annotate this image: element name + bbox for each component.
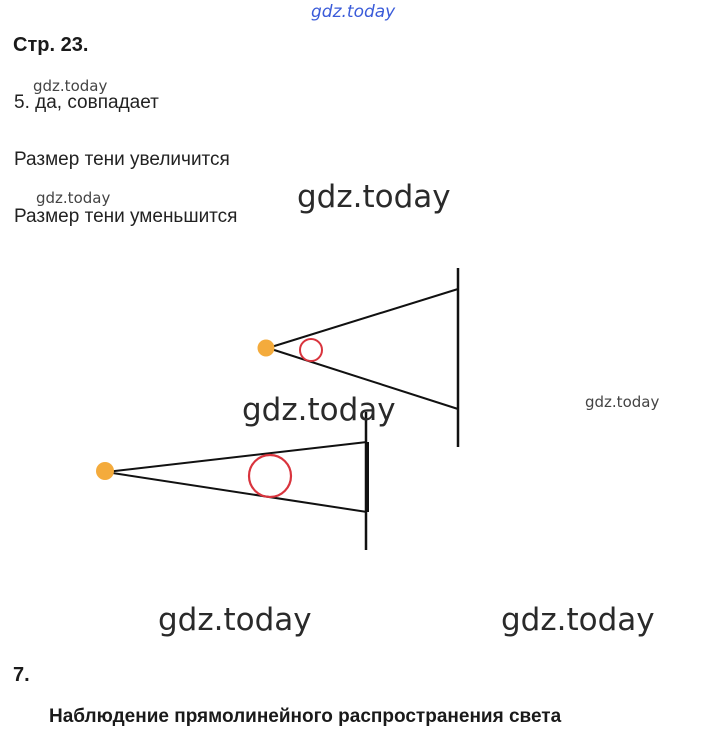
watermark-small-3: gdz.today [585,393,660,411]
shadow-increase-text: Размер тени увеличится [14,149,230,170]
watermark-large-1: gdz.today [297,179,451,215]
watermark-large-4: gdz.today [501,602,655,638]
answer-5: 5. да, совпадает [14,92,159,113]
watermark-large-2: gdz.today [242,392,396,428]
watermark-top: gdz.today [311,2,396,22]
shadow-decrease-text: Размер тени уменьшится [14,206,238,227]
watermark-small-2: gdz.today [36,189,111,207]
watermark-large-3: gdz.today [158,602,312,638]
object-circle-large [249,455,291,497]
ray-upper-top [268,289,458,348]
light-source-upper [258,340,275,357]
task-7-number: 7. [13,664,30,686]
ray-lower-bottom [106,472,367,512]
diagram-lower [96,412,367,550]
object-circle-small [300,339,322,361]
watermark-small-1: gdz.today [33,77,108,95]
page-reference: Стр. 23. [13,34,89,56]
light-source-lower [96,462,114,480]
ray-lower-top [106,442,367,472]
task-7-subheading: Наблюдение прямолинейного распространения света [49,706,562,727]
